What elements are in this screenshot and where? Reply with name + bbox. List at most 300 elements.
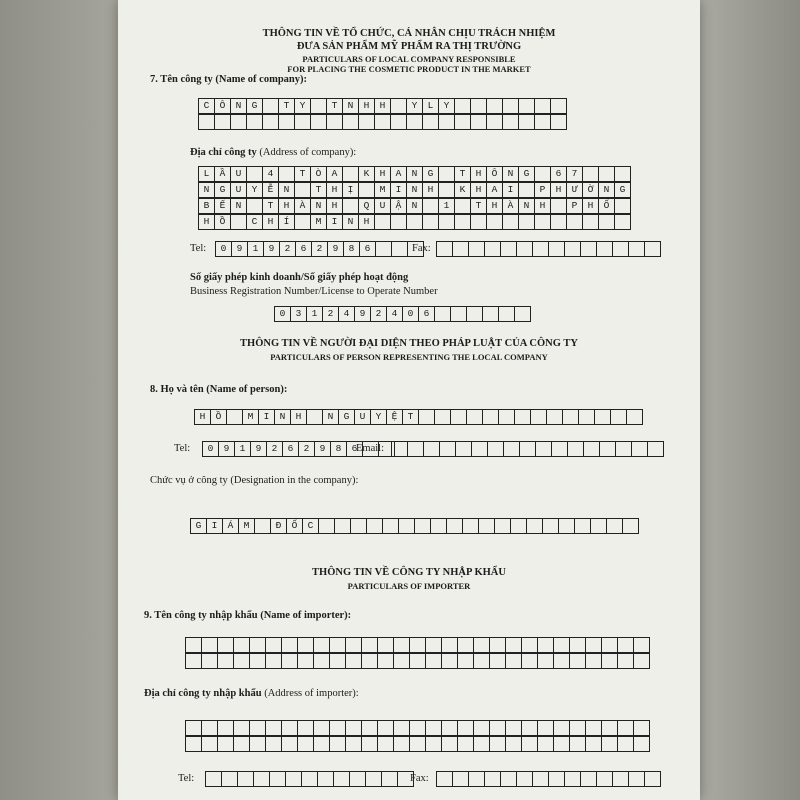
char-box[interactable] [628, 771, 645, 787]
char-box[interactable] [425, 653, 442, 669]
char-box[interactable] [249, 736, 266, 752]
char-box[interactable] [553, 637, 570, 653]
char-box[interactable]: Y [246, 182, 263, 198]
char-box[interactable] [253, 771, 270, 787]
char-box[interactable]: 9 [327, 241, 344, 257]
char-box[interactable] [350, 518, 367, 534]
char-box[interactable] [361, 720, 378, 736]
char-box[interactable] [514, 409, 531, 425]
char-box[interactable] [510, 518, 527, 534]
char-box[interactable] [633, 637, 650, 653]
char-box[interactable]: U [230, 166, 247, 182]
char-box[interactable] [489, 736, 506, 752]
char-box[interactable]: H [374, 166, 391, 182]
char-box[interactable]: T [326, 98, 343, 114]
char-box[interactable] [409, 720, 426, 736]
char-box[interactable] [550, 214, 567, 230]
char-box[interactable] [390, 214, 407, 230]
char-box[interactable] [537, 637, 554, 653]
char-box[interactable]: G [422, 166, 439, 182]
char-box[interactable] [489, 720, 506, 736]
char-box[interactable] [297, 720, 314, 736]
char-box[interactable]: 6 [282, 441, 299, 457]
char-box[interactable] [537, 653, 554, 669]
char-box[interactable] [505, 653, 522, 669]
char-box[interactable]: T [402, 409, 419, 425]
char-box[interactable] [452, 771, 469, 787]
char-box[interactable]: 0 [215, 241, 232, 257]
char-box[interactable] [393, 637, 410, 653]
char-box[interactable]: L [198, 166, 215, 182]
char-box[interactable]: H [198, 214, 215, 230]
char-box[interactable]: 1 [306, 306, 323, 322]
char-box[interactable] [398, 518, 415, 534]
char-box[interactable] [452, 241, 469, 257]
char-box[interactable] [505, 720, 522, 736]
char-box[interactable]: M [374, 182, 391, 198]
char-box[interactable]: H [358, 98, 375, 114]
char-box[interactable] [349, 771, 366, 787]
char-box[interactable] [516, 771, 533, 787]
char-box[interactable] [233, 720, 250, 736]
char-box[interactable]: A [390, 166, 407, 182]
char-box[interactable] [438, 214, 455, 230]
char-box[interactable] [585, 736, 602, 752]
char-box[interactable]: N [518, 198, 535, 214]
char-box[interactable] [518, 114, 535, 130]
char-box[interactable] [450, 306, 467, 322]
char-box[interactable] [265, 736, 282, 752]
char-box[interactable] [526, 518, 543, 534]
char-box[interactable] [281, 653, 298, 669]
char-box[interactable]: M [238, 518, 255, 534]
char-box[interactable]: Ô [486, 166, 503, 182]
importer-tel-grid[interactable] [205, 771, 413, 787]
char-box[interactable] [246, 198, 263, 214]
char-box[interactable] [500, 241, 517, 257]
char-box[interactable] [498, 409, 515, 425]
char-box[interactable] [489, 637, 506, 653]
char-box[interactable] [530, 409, 547, 425]
char-box[interactable] [436, 771, 453, 787]
char-box[interactable]: 3 [290, 306, 307, 322]
char-box[interactable] [294, 214, 311, 230]
char-box[interactable] [569, 653, 586, 669]
char-box[interactable] [582, 166, 599, 182]
char-box[interactable] [423, 441, 440, 457]
char-box[interactable] [567, 441, 584, 457]
char-box[interactable]: H [422, 182, 439, 198]
char-box[interactable] [574, 518, 591, 534]
char-box[interactable] [647, 441, 664, 457]
char-box[interactable]: M [310, 214, 327, 230]
char-box[interactable]: Q [358, 198, 375, 214]
char-box[interactable] [438, 166, 455, 182]
char-box[interactable] [425, 736, 442, 752]
char-box[interactable] [598, 166, 615, 182]
char-box[interactable] [285, 771, 302, 787]
char-box[interactable] [441, 736, 458, 752]
char-box[interactable] [610, 409, 627, 425]
char-box[interactable] [614, 214, 631, 230]
char-box[interactable] [422, 214, 439, 230]
char-box[interactable] [482, 306, 499, 322]
char-box[interactable] [626, 409, 643, 425]
char-box[interactable] [407, 441, 424, 457]
char-box[interactable] [246, 166, 263, 182]
char-box[interactable] [498, 306, 515, 322]
char-box[interactable] [233, 637, 250, 653]
char-box[interactable]: H [290, 409, 307, 425]
char-box[interactable] [233, 736, 250, 752]
char-box[interactable] [249, 653, 266, 669]
char-box[interactable] [377, 637, 394, 653]
char-box[interactable] [317, 771, 334, 787]
char-box[interactable]: I [390, 182, 407, 198]
char-box[interactable] [534, 166, 551, 182]
char-box[interactable] [553, 736, 570, 752]
char-box[interactable]: 0 [274, 306, 291, 322]
char-box[interactable]: Y [294, 98, 311, 114]
char-box[interactable] [519, 441, 536, 457]
char-box[interactable]: H [326, 182, 343, 198]
char-box[interactable]: Ị [342, 182, 359, 198]
char-box[interactable] [249, 637, 266, 653]
char-box[interactable] [534, 114, 551, 130]
char-box[interactable] [393, 736, 410, 752]
char-box[interactable] [521, 736, 538, 752]
char-box[interactable]: 4 [262, 166, 279, 182]
char-box[interactable] [313, 720, 330, 736]
char-box[interactable] [564, 241, 581, 257]
char-box[interactable]: 6 [359, 241, 376, 257]
char-box[interactable] [518, 182, 535, 198]
char-box[interactable] [217, 720, 234, 736]
char-box[interactable] [502, 98, 519, 114]
char-box[interactable] [306, 409, 323, 425]
char-box[interactable] [521, 653, 538, 669]
char-box[interactable] [310, 114, 327, 130]
char-box[interactable] [466, 306, 483, 322]
char-box[interactable] [313, 736, 330, 752]
char-box[interactable]: G [190, 518, 207, 534]
char-box[interactable] [342, 114, 359, 130]
char-box[interactable] [585, 637, 602, 653]
char-box[interactable] [473, 720, 490, 736]
char-box[interactable] [601, 637, 618, 653]
char-box[interactable]: Ò [310, 166, 327, 182]
char-box[interactable]: T [310, 182, 327, 198]
char-box[interactable] [617, 736, 634, 752]
char-box[interactable] [546, 409, 563, 425]
importer-fax-grid[interactable] [436, 771, 660, 787]
char-box[interactable]: L [422, 98, 439, 114]
char-box[interactable]: 9 [314, 441, 331, 457]
char-box[interactable] [486, 114, 503, 130]
char-box[interactable] [333, 771, 350, 787]
char-box[interactable]: 6 [295, 241, 312, 257]
char-box[interactable]: G [614, 182, 631, 198]
char-box[interactable] [382, 518, 399, 534]
char-box[interactable]: Ô [214, 98, 231, 114]
char-box[interactable] [553, 720, 570, 736]
char-box[interactable] [535, 441, 552, 457]
char-box[interactable] [294, 182, 311, 198]
char-box[interactable]: N [406, 166, 423, 182]
char-box[interactable] [262, 114, 279, 130]
char-box[interactable]: 6 [550, 166, 567, 182]
char-box[interactable] [601, 736, 618, 752]
char-box[interactable] [329, 637, 346, 653]
char-box[interactable] [489, 653, 506, 669]
char-box[interactable] [377, 720, 394, 736]
char-box[interactable]: H [262, 214, 279, 230]
char-box[interactable] [422, 114, 439, 130]
char-box[interactable] [185, 637, 202, 653]
char-box[interactable] [375, 241, 392, 257]
char-box[interactable] [329, 653, 346, 669]
char-box[interactable]: Y [370, 409, 387, 425]
char-box[interactable] [254, 518, 271, 534]
char-box[interactable]: 8 [330, 441, 347, 457]
char-box[interactable] [521, 720, 538, 736]
char-box[interactable] [358, 114, 375, 130]
char-box[interactable] [390, 114, 407, 130]
char-box[interactable]: M [242, 409, 259, 425]
char-box[interactable]: 7 [566, 166, 583, 182]
char-box[interactable]: N [342, 98, 359, 114]
char-box[interactable] [558, 518, 575, 534]
char-box[interactable]: C [302, 518, 319, 534]
char-box[interactable] [454, 114, 471, 130]
char-box[interactable]: Ệ [386, 409, 403, 425]
char-box[interactable] [393, 720, 410, 736]
char-box[interactable] [505, 736, 522, 752]
char-box[interactable] [381, 771, 398, 787]
char-box[interactable] [297, 653, 314, 669]
char-box[interactable]: 2 [298, 441, 315, 457]
char-box[interactable] [532, 241, 549, 257]
char-box[interactable] [468, 241, 485, 257]
char-box[interactable] [198, 114, 215, 130]
char-box[interactable] [631, 441, 648, 457]
char-box[interactable] [441, 653, 458, 669]
char-box[interactable]: Đ [270, 518, 287, 534]
char-box[interactable] [342, 198, 359, 214]
char-box[interactable]: 6 [346, 441, 363, 457]
char-box[interactable] [454, 198, 471, 214]
char-box[interactable]: 1 [247, 241, 264, 257]
char-box[interactable] [217, 653, 234, 669]
char-box[interactable]: 0 [202, 441, 219, 457]
char-box[interactable]: À [502, 198, 519, 214]
char-box[interactable] [409, 736, 426, 752]
char-box[interactable]: I [502, 182, 519, 198]
char-box[interactable] [374, 114, 391, 130]
char-box[interactable] [361, 736, 378, 752]
char-box[interactable] [201, 736, 218, 752]
char-box[interactable] [185, 720, 202, 736]
char-box[interactable] [406, 114, 423, 130]
char-box[interactable] [633, 653, 650, 669]
char-box[interactable] [414, 518, 431, 534]
char-box[interactable] [612, 241, 629, 257]
char-box[interactable] [537, 736, 554, 752]
char-box[interactable] [422, 198, 439, 214]
char-box[interactable]: G [214, 182, 231, 198]
char-box[interactable] [281, 720, 298, 736]
char-box[interactable]: Ố [286, 518, 303, 534]
char-box[interactable] [500, 771, 517, 787]
importer-name-grid[interactable] [185, 637, 649, 669]
char-box[interactable]: À [294, 198, 311, 214]
char-box[interactable] [471, 441, 488, 457]
char-box[interactable] [566, 214, 583, 230]
char-box[interactable] [246, 114, 263, 130]
char-box[interactable]: C [246, 214, 263, 230]
char-box[interactable] [582, 214, 599, 230]
char-box[interactable] [425, 720, 442, 736]
char-box[interactable] [329, 720, 346, 736]
char-box[interactable]: H [278, 198, 295, 214]
char-box[interactable] [534, 214, 551, 230]
char-box[interactable] [430, 518, 447, 534]
char-box[interactable]: Í [278, 214, 295, 230]
char-box[interactable] [226, 409, 243, 425]
char-box[interactable] [297, 637, 314, 653]
char-box[interactable] [644, 771, 661, 787]
char-box[interactable]: 9 [354, 306, 371, 322]
char-box[interactable] [470, 114, 487, 130]
char-box[interactable] [614, 166, 631, 182]
char-box[interactable] [278, 166, 295, 182]
char-box[interactable] [201, 653, 218, 669]
char-box[interactable] [329, 736, 346, 752]
char-box[interactable] [550, 98, 567, 114]
char-box[interactable]: T [294, 166, 311, 182]
char-box[interactable] [265, 653, 282, 669]
char-box[interactable] [438, 182, 455, 198]
char-box[interactable] [594, 409, 611, 425]
char-box[interactable]: Y [438, 98, 455, 114]
char-box[interactable] [377, 653, 394, 669]
char-box[interactable] [473, 637, 490, 653]
char-box[interactable]: 9 [231, 241, 248, 257]
char-box[interactable] [502, 114, 519, 130]
char-box[interactable] [550, 198, 567, 214]
char-box[interactable] [548, 241, 565, 257]
char-box[interactable]: G [246, 98, 263, 114]
char-box[interactable]: 0 [402, 306, 419, 322]
char-box[interactable] [473, 736, 490, 752]
char-box[interactable] [455, 441, 472, 457]
char-box[interactable] [486, 98, 503, 114]
char-box[interactable]: U [354, 409, 371, 425]
char-box[interactable] [365, 771, 382, 787]
char-box[interactable] [278, 114, 295, 130]
char-box[interactable] [534, 98, 551, 114]
char-box[interactable] [484, 771, 501, 787]
char-box[interactable]: H [486, 198, 503, 214]
char-box[interactable]: Ầ [214, 166, 231, 182]
char-box[interactable]: Ố [598, 198, 615, 214]
char-box[interactable]: Y [406, 98, 423, 114]
char-box[interactable]: K [358, 166, 375, 182]
char-box[interactable] [313, 637, 330, 653]
char-box[interactable]: N [230, 98, 247, 114]
char-box[interactable] [237, 771, 254, 787]
char-box[interactable] [409, 637, 426, 653]
char-box[interactable] [614, 198, 631, 214]
char-box[interactable] [185, 653, 202, 669]
char-box[interactable]: N [502, 166, 519, 182]
char-box[interactable] [628, 241, 645, 257]
char-box[interactable] [599, 441, 616, 457]
char-box[interactable]: Ế [214, 198, 231, 214]
char-box[interactable] [450, 409, 467, 425]
char-box[interactable] [612, 771, 629, 787]
char-box[interactable] [281, 637, 298, 653]
char-box[interactable] [361, 637, 378, 653]
char-box[interactable]: B [198, 198, 215, 214]
char-box[interactable]: G [518, 166, 535, 182]
char-box[interactable] [454, 214, 471, 230]
char-box[interactable]: 2 [311, 241, 328, 257]
char-box[interactable] [486, 214, 503, 230]
char-box[interactable] [310, 98, 327, 114]
char-box[interactable] [478, 518, 495, 534]
char-box[interactable] [532, 771, 549, 787]
char-box[interactable] [454, 98, 471, 114]
char-box[interactable] [537, 720, 554, 736]
person-name-grid[interactable] [194, 409, 642, 425]
char-box[interactable] [470, 214, 487, 230]
char-box[interactable] [462, 518, 479, 534]
char-box[interactable] [615, 441, 632, 457]
char-box[interactable] [201, 720, 218, 736]
char-box[interactable]: I [326, 214, 343, 230]
char-box[interactable] [294, 114, 311, 130]
char-box[interactable] [596, 771, 613, 787]
char-box[interactable] [438, 114, 455, 130]
char-box[interactable]: I [258, 409, 275, 425]
char-box[interactable] [564, 771, 581, 787]
char-box[interactable] [265, 720, 282, 736]
char-box[interactable] [482, 409, 499, 425]
char-box[interactable]: Ờ [582, 182, 599, 198]
char-box[interactable] [590, 518, 607, 534]
char-box[interactable]: 9 [250, 441, 267, 457]
char-box[interactable] [265, 637, 282, 653]
char-box[interactable] [217, 736, 234, 752]
char-box[interactable] [598, 214, 615, 230]
char-box[interactable]: N [406, 182, 423, 198]
char-box[interactable] [470, 98, 487, 114]
char-box[interactable]: 4 [386, 306, 403, 322]
char-box[interactable]: T [262, 198, 279, 214]
char-box[interactable] [505, 637, 522, 653]
char-box[interactable] [518, 214, 535, 230]
char-box[interactable] [366, 518, 383, 534]
char-box[interactable]: G [338, 409, 355, 425]
char-box[interactable]: H [194, 409, 211, 425]
char-box[interactable] [617, 637, 634, 653]
char-box[interactable]: N [198, 182, 215, 198]
char-box[interactable]: Ồ [214, 214, 231, 230]
char-box[interactable]: 2 [279, 241, 296, 257]
char-box[interactable] [230, 214, 247, 230]
char-box[interactable] [606, 518, 623, 534]
